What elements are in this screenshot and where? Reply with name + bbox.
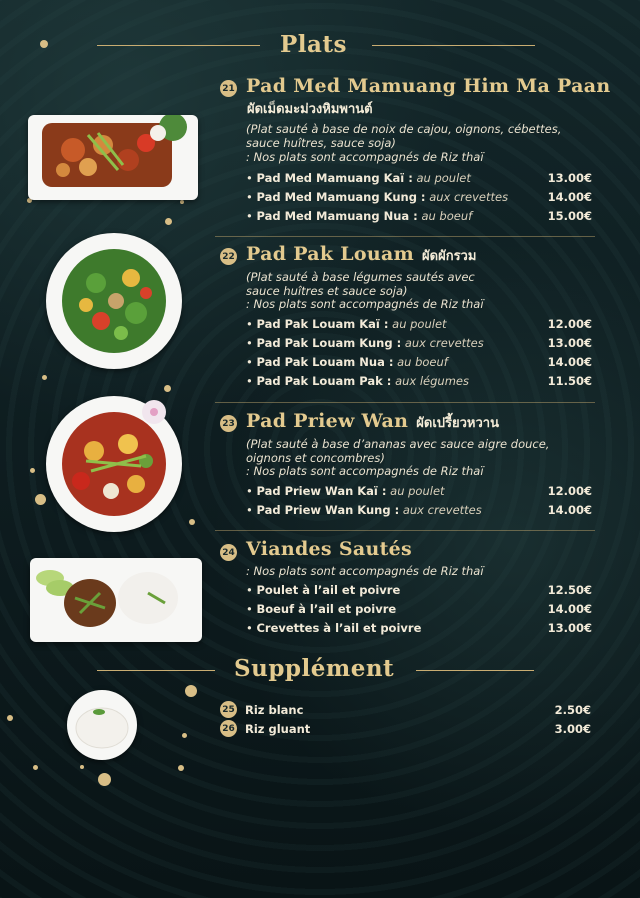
decor-dot [80, 765, 84, 769]
list-item: • Boeuf à l’ail et poivre 14.00€ [246, 601, 592, 616]
dish-note: : Nos plats sont accompagnés de Riz thaï [246, 464, 484, 478]
section-divider [215, 236, 595, 237]
list-item: • Pad Med Mamuang Kung : aux crevettes 14.00€ [246, 189, 592, 204]
dish-note: : Nos plats sont accompagnés de Riz thaï [246, 564, 484, 578]
number-badge-icon: 25 [220, 701, 237, 718]
list-item: • Pad Pak Louam Kaï : au poulet 12.00€ [246, 316, 592, 331]
dish-title: Pad Med Mamuang Him Ma Paan [246, 75, 611, 97]
number-badge-icon: 26 [220, 720, 237, 737]
list-item: • Pad Pak Louam Kung : aux crevettes 13.00€ [246, 335, 592, 350]
page-title: Plats [280, 31, 348, 58]
item-price: 14.00€ [547, 189, 592, 204]
decor-dot [178, 765, 184, 771]
decor-dot [98, 773, 111, 786]
item-price: 12.00€ [547, 316, 592, 331]
number-badge-icon: 23 [220, 415, 237, 432]
dish-photo-icon [46, 396, 182, 532]
item-price: 13.00€ [547, 170, 592, 185]
decor-dot [180, 200, 184, 204]
supplement-rule-right [416, 670, 534, 671]
number-badge-icon: 21 [220, 80, 237, 97]
item-price: 14.00€ [547, 354, 592, 369]
dish-description: (Plat sauté à base de noix de cajou, oignons, cébettes, sauce huîtres, sauce soja) [246, 122, 562, 150]
list-item: • Pad Priew Wan Kaï : au poulet 12.00€ [246, 483, 592, 498]
dish-photo-icon [67, 690, 137, 760]
dish-photo-cashew [28, 115, 198, 200]
decor-dot [189, 519, 195, 525]
decor-dot [42, 375, 47, 380]
decor-dot [165, 218, 172, 225]
dish-items [246, 481, 592, 519]
decor-dot [7, 715, 13, 721]
dish-items [246, 168, 592, 225]
dish-title-row [246, 410, 499, 433]
dish-photo-icon [28, 115, 198, 200]
dish-items [246, 580, 592, 637]
decor-dot [33, 765, 38, 770]
dish-photo-garlic-pepper [30, 558, 202, 642]
list-item: • Crevettes à l’ail et poivre 13.00€ [246, 620, 592, 635]
decor-dot [40, 40, 48, 48]
dish-title: Viandes Sautés [246, 538, 413, 560]
list-item: • Pad Pak Louam Pak : aux légumes 11.50€ [246, 373, 592, 388]
list-item: Riz gluant 3.00€ [245, 721, 591, 736]
list-item: • Pad Priew Wan Kung : aux crevettes 14.00€ [246, 502, 592, 517]
item-price: 13.00€ [547, 335, 592, 350]
list-item: • Pad Pak Louam Nua : au boeuf 14.00€ [246, 354, 592, 369]
dish-note: : Nos plats sont accompagnés de Riz thaï [246, 297, 484, 311]
dish-photo-vegetables [46, 233, 182, 369]
decor-dot [164, 385, 171, 392]
list-item: • Poulet à l’ail et poivre 12.50€ [246, 582, 592, 597]
decor-dot [30, 468, 35, 473]
dish-thai-name: ผัดผักรวม [422, 249, 477, 264]
list-item: Riz blanc 2.50€ [245, 702, 591, 717]
item-price: 14.00€ [547, 601, 592, 616]
dish-thai-name: ผัดเม็ดมะม่วงหิมพานต์ [247, 102, 373, 117]
dish-photo-rice [67, 690, 137, 760]
dish-photo-icon [46, 233, 182, 369]
item-price: 15.00€ [547, 208, 592, 223]
section-divider [215, 402, 595, 403]
dish-title-row [246, 243, 476, 266]
header-rule-left [97, 45, 260, 46]
dish-items [246, 314, 592, 390]
dish-thai-name: ผัดเปรี้ยวหวาน [416, 416, 499, 431]
item-price: 12.00€ [547, 483, 592, 498]
dish-description: (Plat sauté à base légumes sautés avec sauce huîtres et sauce soja) [246, 270, 475, 298]
item-price: 3.00€ [554, 721, 591, 736]
number-badge-icon: 24 [220, 544, 237, 561]
item-price: 14.00€ [547, 502, 592, 517]
supplement-title: Supplément [234, 655, 395, 682]
item-price: 2.50€ [554, 702, 591, 717]
dish-description: (Plat sauté à base d’ananas avec sauce aigre douce, oignons et concombres) [246, 437, 550, 465]
dish-note: : Nos plats sont accompagnés de Riz thaï [246, 150, 484, 164]
dish-title: Pad Pak Louam [246, 243, 415, 265]
item-price: 12.50€ [547, 582, 592, 597]
header-rule-right [372, 45, 535, 46]
dish-photo-icon [30, 558, 202, 642]
list-item: • Pad Med Mamuang Nua : au boeuf 15.00€ [246, 208, 592, 223]
list-item: • Pad Med Mamuang Kaï : au poulet 13.00€ [246, 170, 592, 185]
supplement-rule-left [97, 670, 215, 671]
item-price: 11.50€ [547, 373, 592, 388]
decor-dot [182, 733, 187, 738]
number-badge-icon: 22 [220, 248, 237, 265]
decor-dot [35, 494, 46, 505]
section-divider [215, 530, 595, 531]
item-price: 13.00€ [547, 620, 592, 635]
decor-dot [185, 685, 197, 697]
dish-title: Pad Priew Wan [246, 410, 409, 432]
dish-photo-sweet-sour [46, 396, 182, 532]
